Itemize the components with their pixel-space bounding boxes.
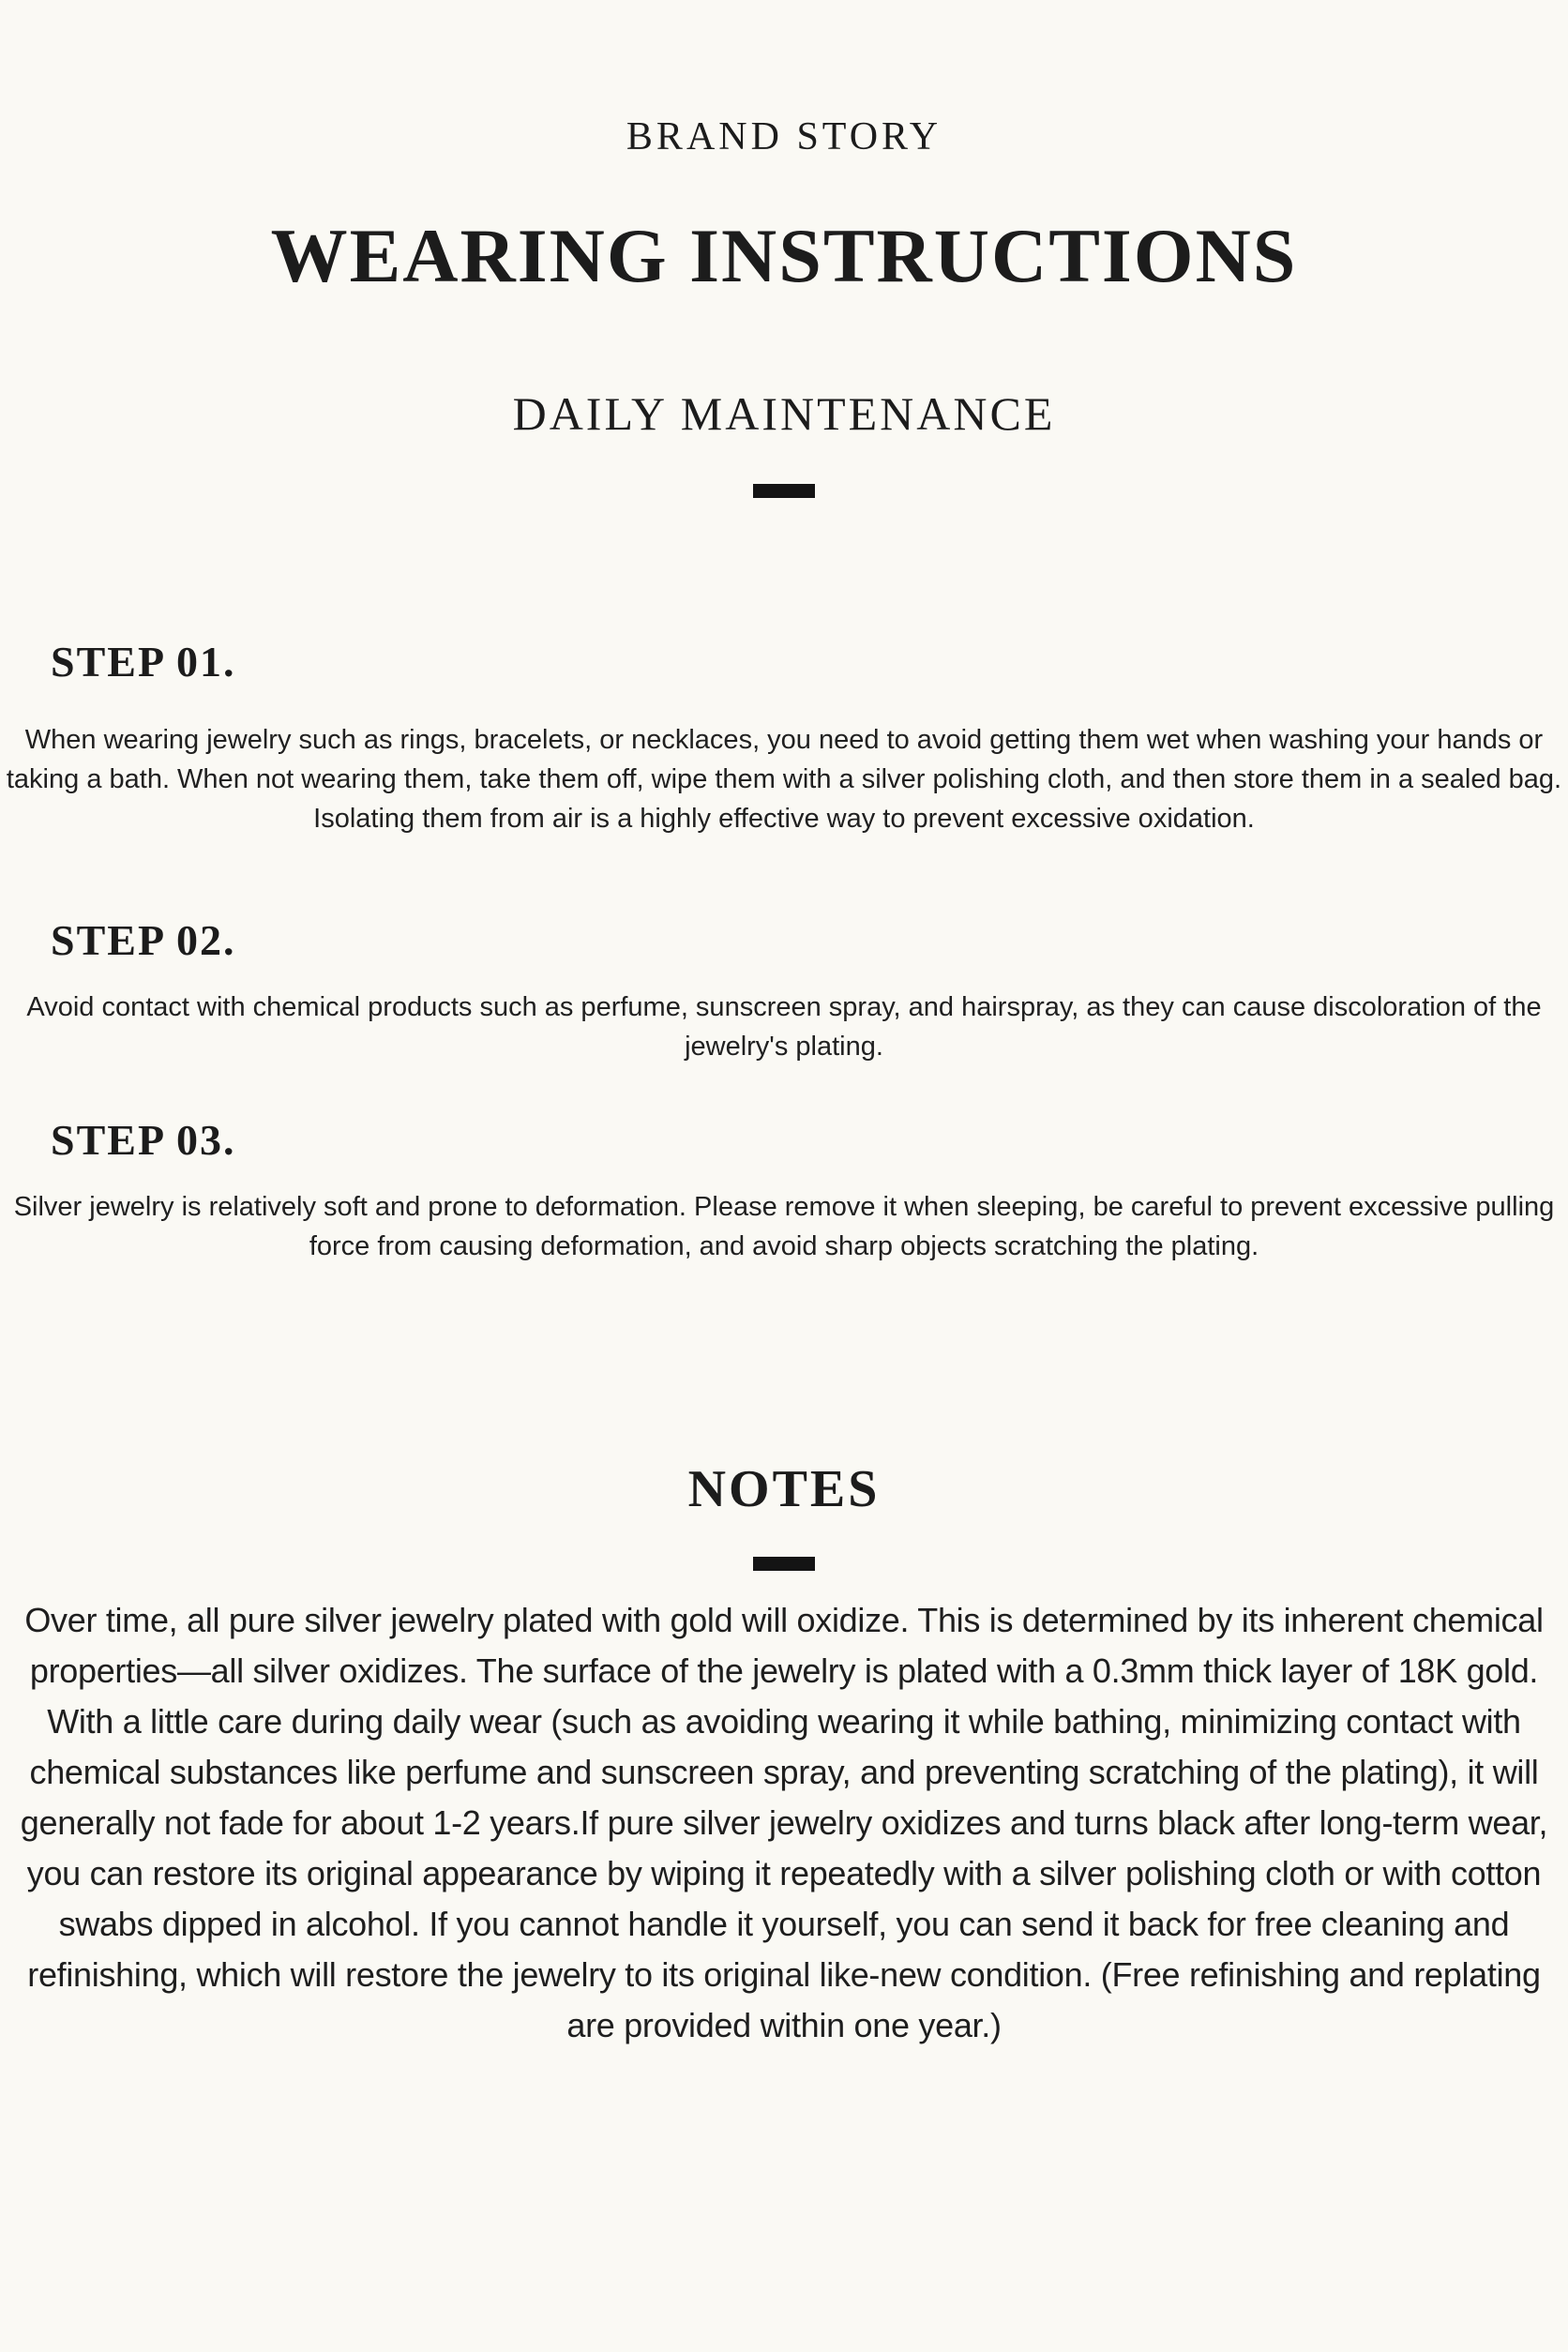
step-block-3 <box>0 1115 1568 1266</box>
notes-divider-bar <box>753 1557 815 1571</box>
step-2-label: STEP 02. <box>51 916 236 964</box>
section-divider-bar <box>753 484 815 498</box>
notes-text: Over time, all pure silver jewelry plated with gold will oxidize. This is determined by its inherent chemical properties—all silver oxidizes. The surface of the jewelry is plated with a 0.3mm thick layer of 18K gold. With a little care during daily wear (such as avoiding wearing it while bathing, minimizing contact with chemical substances like perfume and sunscreen spray, and preventing scratching of the plating), it will generally not fade for about 1-2 years.If pure silver jewelry oxidizes and turns black after long-term wear, you can restore its original appearance by wiping it repeatedly with a silver polishing cloth or with cotton swabs dipped in alcohol. If you cannot handle it yourself, you can send it back for free cleaning and refinishing, which will restore the jewelry to its original like-new condition. (Free refinishing and replating are provided within one year.) <box>20 1601 1548 2044</box>
step-1-text: When wearing jewelry such as rings, bracelets, or necklaces, you need to avoid getting them wet when washing your hands or taking a bath. When not wearing them, take them off, wipe them with a silver polishing cloth, and then store them in a sealed bag. Isolating them from air is a highly effective way to prevent excessive oxidation. <box>6 725 1562 834</box>
step-3-label: STEP 03. <box>51 1116 236 1164</box>
notes-heading: NOTES <box>687 1460 881 1518</box>
daily-maintenance-heading: DAILY MAINTENANCE <box>512 387 1056 440</box>
page-title: WEARING INSTRUCTIONS <box>270 213 1298 298</box>
step-2-text: Avoid contact with chemical products such as perfume, sunscreen spray, and hairspray, as they can cause discoloration of the jewelry's plating. <box>26 992 1542 1062</box>
brand-story-label: BRAND STORY <box>626 115 942 158</box>
step-block-2 <box>0 915 1568 1066</box>
step-1-label: STEP 01. <box>51 638 236 686</box>
step-block-1 <box>0 637 1568 838</box>
step-3-text: Silver jewelry is relatively soft and prone to deformation. Please remove it when sleeping, be careful to prevent excessive pulling force from causing deformation, and avoid sharp objects scratching the plating. <box>13 1192 1555 1261</box>
